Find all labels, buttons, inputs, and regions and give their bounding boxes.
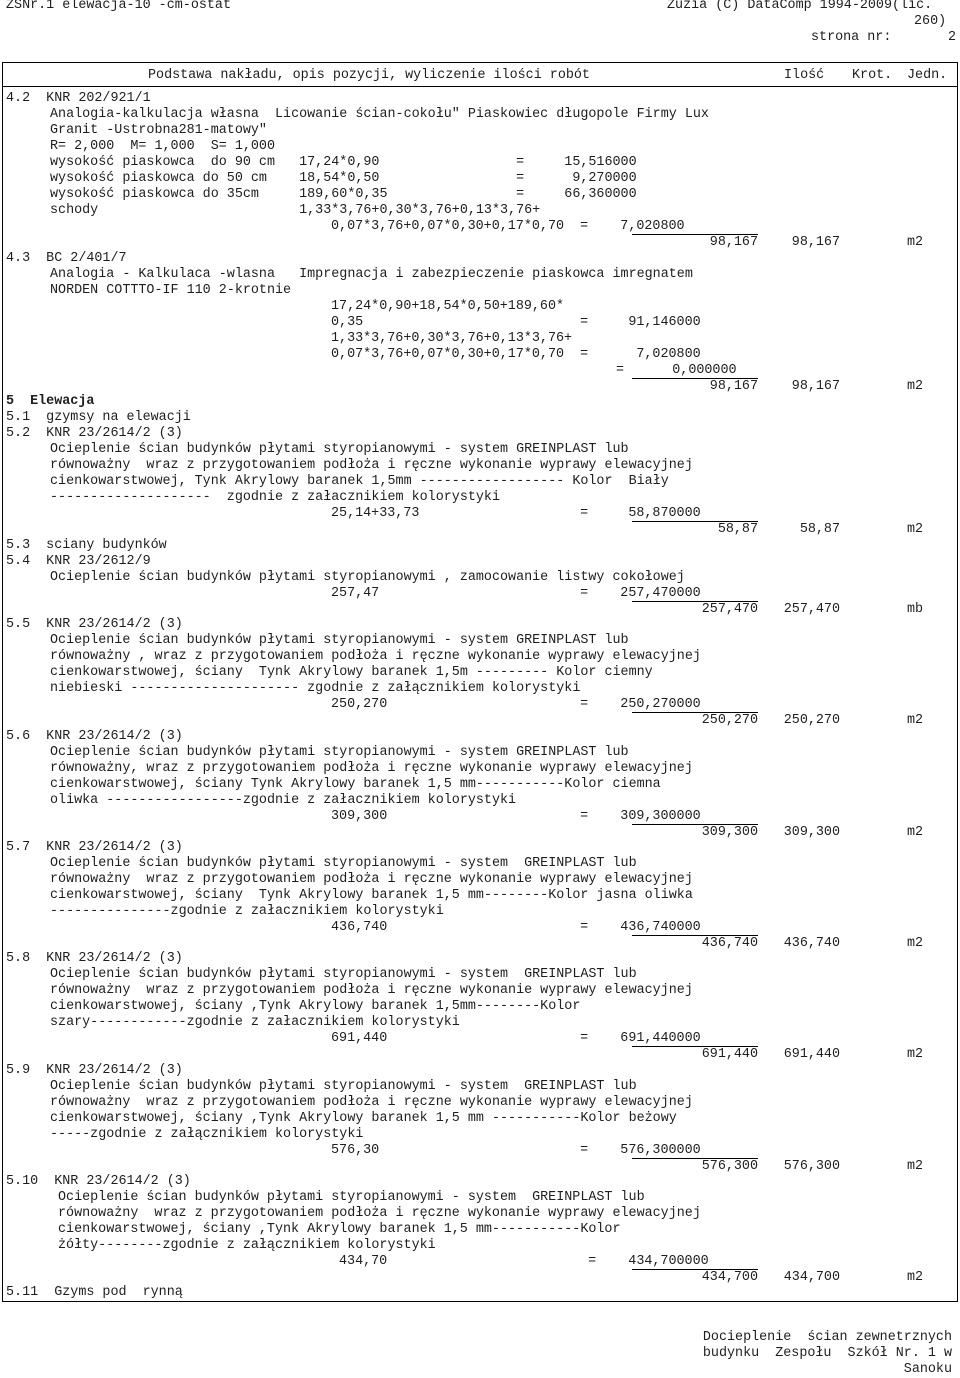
- description-line: Ocieplenie ścian budynków płytami styropianowymi - system GREINPLAST lub: [50, 745, 629, 760]
- item-quantity: 576,300: [783, 1159, 840, 1174]
- item-4-2-title: 4.2 KNR 202/921/1: [6, 91, 151, 106]
- calculation-line: 25,14+33,73 = 58,870000: [331, 506, 701, 521]
- description-line: cienkowarstwowej, ściany Tynk Akrylowy baranek 1,5 mm-----------Kolor ciemna: [50, 777, 661, 792]
- calculation-line: wysokość piaskowca do 35cm 189,60*0,35 = 66,360000: [50, 187, 637, 202]
- footer-project-name: Docieplenie ścian zewnetrznych: [702, 1330, 952, 1345]
- description-line: cienkowarstwowej, ściany Tynk Akrylowy baranek 1,5 mm--------Kolor jasna oliwka: [50, 888, 693, 903]
- description-line: -----zgodnie z załącznikiem kolorystyki: [50, 1127, 364, 1142]
- item-unit: m2: [907, 713, 924, 728]
- description-line: cienkowarstwowej, ściany ,Tynk Akrylowy baranek 1,5 mm-----------Kolor: [58, 1222, 621, 1237]
- item-5-9-title: 5.9 KNR 23/2614/2 (3): [6, 1063, 183, 1078]
- description-line: Ocieplenie ścian budynków płytami styropianowymi - system GREINPLAST lub: [50, 967, 637, 982]
- description-line: równoważny , wraz z przygotowaniem podłoża i ręczne wykonanie wyprawy elewacyjnej: [50, 649, 701, 664]
- item-5-6-title: 5.6 KNR 23/2614/2 (3): [6, 729, 183, 744]
- item-quantity: 58,87: [799, 522, 840, 537]
- item-sum: 434,700: [701, 1270, 758, 1285]
- item-sum: 691,440: [701, 1047, 758, 1062]
- item-quantity: 98,167: [791, 379, 840, 394]
- item-quantity: 250,270: [783, 713, 840, 728]
- calculation-line: wysokość piaskowca do 50 cm 18,54*0,50 = 9,270000: [50, 171, 637, 186]
- item-unit: m2: [907, 379, 924, 394]
- calculation-line: 17,24*0,90+18,54*0,50+189,60*: [331, 299, 565, 314]
- column-header-multiplier: Krot.: [852, 68, 893, 83]
- description-line: oliwka -----------------zgodnie z załacznikiem kolorystyki: [50, 793, 517, 808]
- software-credit: Zuzia (C) DataComp 1994-2009(lic.: [667, 0, 933, 13]
- column-header-unit: Jedn.: [907, 68, 948, 83]
- description-line: równoważny, wraz z przygotowaniem podłoża i ręczne wykonanie wyprawy elewacyjnej: [50, 761, 693, 776]
- item-sum: 58,87: [717, 522, 758, 537]
- description-line: ---------------zgodnie z załacznikiem kolorystyki: [50, 904, 444, 919]
- description-line: niebieski --------------------- zgodnie z załącznikiem kolorystyki: [50, 681, 581, 696]
- description-line: Ocieplenie ścian budynków płytami styropianowymi , zamocowanie listwy cokołowej: [50, 570, 685, 585]
- description-line: równoważny wraz z przygotowaniem podłoża i ręczne wykonanie wyprawy elewacyjnej: [50, 458, 693, 473]
- item-sum: 257,470: [701, 602, 758, 617]
- item-unit: m2: [907, 1159, 924, 1174]
- item-unit: m2: [907, 936, 924, 951]
- section-title: 5 Elewacja: [6, 394, 95, 409]
- subsection-title: 5.11 Gzyms pod rynną: [6, 1285, 183, 1300]
- description-line: Ocieplenie ścian budynków płytami styropianowymi - system GREINPLAST lub: [58, 1190, 645, 1205]
- item-5-2-title: 5.2 KNR 23/2614/2 (3): [6, 426, 183, 441]
- description-line: Ocieplenie ścian budynków płytami styropianowymi - system GREINPLAST lub: [50, 856, 637, 871]
- item-sum: 98,167: [709, 235, 758, 250]
- item-unit: m2: [907, 1270, 924, 1285]
- description-line: Ocieplenie ścian budynków płytami styropianowymi - system GREINPLAST lub: [50, 1079, 637, 1094]
- calculation-line: 576,30 = 576,300000: [331, 1143, 701, 1158]
- item-quantity: 434,700: [783, 1270, 840, 1285]
- calculation-line: 0,07*3,76+0,07*0,30+0,17*0,70 = 7,020800: [331, 219, 685, 234]
- item-unit: mb: [907, 602, 924, 617]
- calculation-line: 434,70 = 434,700000: [339, 1254, 709, 1269]
- description-line: Granit -Ustrobna281-matowy": [50, 123, 267, 138]
- calculation-line: 257,47 = 257,470000: [331, 586, 701, 601]
- item-unit: m2: [907, 522, 924, 537]
- calculation-line: 436,740 = 436,740000: [331, 920, 701, 935]
- calculation-line: 0,35 = 91,146000: [331, 315, 701, 330]
- calculation-line: 691,440 = 691,440000: [331, 1031, 701, 1046]
- item-5-5-title: 5.5 KNR 23/2614/2 (3): [6, 617, 183, 632]
- description-line: cienkowarstwowej, ściany Tynk Akrylowy baranek 1,5m --------- Kolor ciemny: [50, 665, 653, 680]
- description-line: szary------------zgodnie z załacznikiem kolorystyki: [50, 1015, 460, 1030]
- item-unit: m2: [907, 1047, 924, 1062]
- calculation-line: 0,07*3,76+0,07*0,30+0,17*0,70 = 7,020800: [331, 347, 701, 362]
- item-5-8-title: 5.8 KNR 23/2614/2 (3): [6, 951, 183, 966]
- description-line: cienkowarstwowej, ściany ,Tynk Akrylowy baranek 1,5mm--------Kolor: [50, 999, 581, 1014]
- description-line: żółty--------zgodnie z załącznikiem kolorystyki: [58, 1238, 436, 1253]
- calculation-line: = 0,000000: [616, 363, 737, 378]
- item-sum: 250,270: [701, 713, 758, 728]
- calculation-line: 309,300 = 309,300000: [331, 809, 701, 824]
- description-line: -------------------- zgodnie z załacznikiem kolorystyki: [50, 490, 500, 505]
- calculation-line: 1,33*3,76+0,30*3,76+0,13*3,76+: [331, 331, 573, 346]
- item-quantity: 257,470: [783, 602, 840, 617]
- description-line: NORDEN COTTTO-IF 110 2-krotnie: [50, 283, 292, 298]
- item-unit: m2: [907, 825, 924, 840]
- description-line: Analogia-kalkulacja własna Licowanie ścian-cokołu" Piaskowiec długopole Firmy Lux: [50, 107, 709, 122]
- item-unit: m2: [907, 235, 924, 250]
- footer-project-name: Sanoku: [903, 1362, 952, 1377]
- column-header-description: Podstawa nakładu, opis pozycji, wyliczenie ilości robót: [148, 68, 590, 83]
- item-5-10-title: 5.10 KNR 23/2614/2 (3): [6, 1174, 191, 1189]
- item-5-7-title: 5.7 KNR 23/2614/2 (3): [6, 840, 183, 855]
- description-line: Ocieplenie ścian budynków płytami styropianowymi - system GREINPLAST lub: [50, 442, 629, 457]
- description-line: równoważny wraz z przygotowaniem podłoża i ręczne wykonanie wyprawy elewacyjnej: [58, 1206, 701, 1221]
- item-quantity: 309,300: [783, 825, 840, 840]
- header-rule: [2, 86, 958, 87]
- item-quantity: 436,740: [783, 936, 840, 951]
- description-line: cienkowarstwowej, ściany ,Tynk Akrylowy baranek 1,5 mm -----------Kolor beżowy: [50, 1111, 677, 1126]
- description-line: równoważny wraz z przygotowaniem podłoża i ręczne wykonanie wyprawy elewacyjnej: [50, 983, 693, 998]
- description-line: równoważny wraz z przygotowaniem podłoża i ręczne wykonanie wyprawy elewacyjnej: [50, 872, 693, 887]
- calculation-line: wysokość piaskowca do 90 cm 17,24*0,90 = 15,516000: [50, 155, 637, 170]
- page-number-label: strona nr:: [811, 30, 892, 45]
- item-4-3-title: 4.3 BC 2/401/7: [6, 251, 127, 266]
- description-line: Ocieplenie ścian budynków płytami styropianowymi - system GREINPLAST lub: [50, 633, 629, 648]
- item-sum: 98,167: [709, 379, 758, 394]
- item-5-4-title: 5.4 KNR 23/2612/9: [6, 554, 151, 569]
- description-line: cienkowarstwowej, Tynk Akrylowy baranek 1,5mm ------------------ Kolor Biały: [50, 474, 669, 489]
- file-name: ZSNr.1 elewacja-10 -cm-ostat: [6, 0, 231, 13]
- description-line: Analogia - Kalkulaca -wlasna Impregnacja i zabezpieczenie piaskowca imregnatem: [50, 267, 693, 282]
- factors-line: R= 2,000 M= 1,000 S= 1,000: [50, 139, 275, 154]
- footer-project-name: budynku Zespołu Szkół Nr. 1 w: [702, 1346, 952, 1361]
- calculation-line: schody 1,33*3,76+0,30*3,76+0,13*3,76+: [50, 203, 541, 218]
- item-quantity: 98,167: [791, 235, 840, 250]
- subsection-title: 5.1 gzymsy na elewacji: [6, 410, 191, 425]
- license-number: 260): [914, 14, 947, 29]
- column-header-quantity: Ilość: [784, 68, 825, 83]
- description-line: równoważny wraz z przygotowaniem podłoża i ręczne wykonanie wyprawy elewacyjnej: [50, 1095, 693, 1110]
- calculation-line: 250,270 = 250,270000: [331, 697, 701, 712]
- item-sum: 576,300: [701, 1159, 758, 1174]
- subsection-title: 5.3 sciany budynków: [6, 538, 167, 553]
- item-sum: 436,740: [701, 936, 758, 951]
- item-quantity: 691,440: [783, 1047, 840, 1062]
- item-sum: 309,300: [701, 825, 758, 840]
- page-number: 2: [948, 30, 957, 45]
